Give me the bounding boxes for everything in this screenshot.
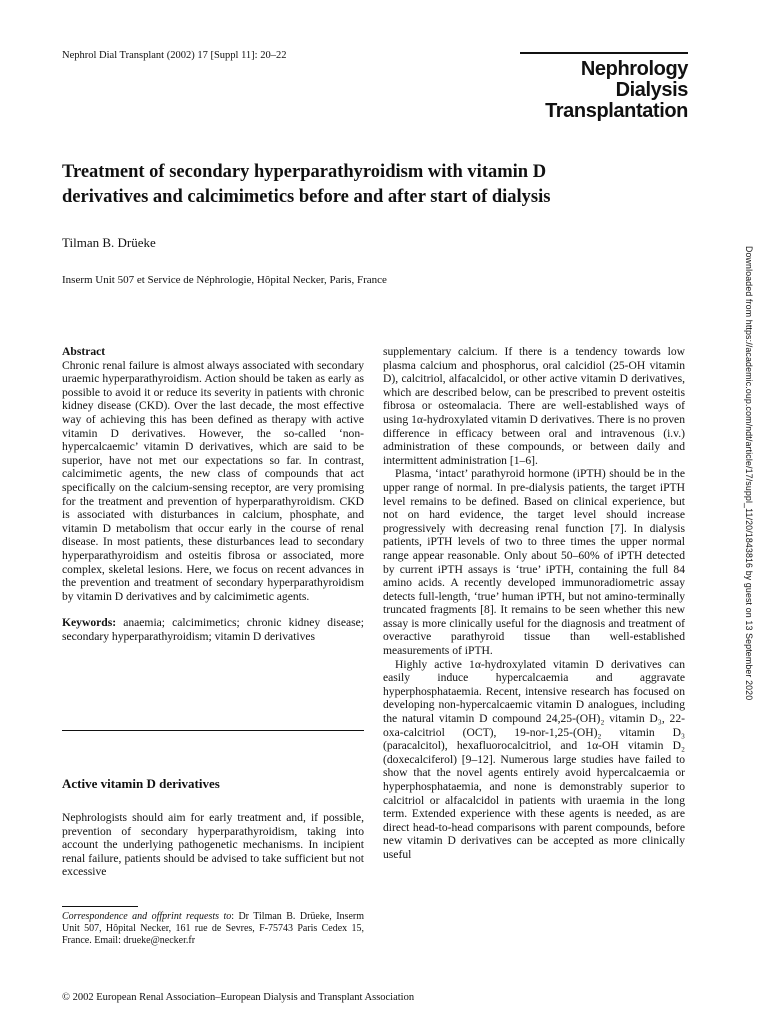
abstract-text: Chronic renal failure is almost always associated with secondary uraemic hyperparathyroidism. Action should be taken as early as possible to avoid it or reduce its severity in patients with chronic kidney disease (CKD). Over the last decade, the most effective way of achieving this has been defined as therapy with active vitamin D derivatives. However, the so-called ‘non-hypercalcaemic’ vitamin D derivatives, which are said to be superior, have not met our expectations so far. In contrast, calcimimetic agents, the new class of compounds that act specifically on the calcium-sensing receptor, are very promising for the treatment and prevention of hyperparathyroidism. CKD is associated with disturbances in calcium, phosphate, and vitamin D metabolism that occur early in the course of renal disease. In most patients, these disturbances lead to secondary hyperparathyroidism and osteitis fibrosa or associated, more complex, skeletal lesions. Here, we focus on recent advances in the prevention and treatment of secondary hyperparathyroidism by vitamin D derivatives and by calcimimetic agents.	[62, 358, 364, 603]
correspondence-label: Correspondence and offprint requests to	[62, 911, 232, 922]
right-paragraph-2: Plasma, ‘intact’ parathyroid hormone (iPTH) should be in the upper range of normal. In pre-dialysis patients, the target iPTH level remains to be defined. Based on clinical experience, but not on hard evidence, the target level should increase progressively with decreasing renal function [7]. In dialysis patients, iPTH levels of two to three times the upper normal range appear reasonable. Only about 50–60% of iPTH detected by current iPTH assays is ‘true’ iPTH, containing the full 84 amino acids. A recently developed immunoradiometric assay detects full-length, ‘true’ human iPTH, but not amino-terminally truncated fragments [8]. It remains to be seen whether this new assay is more clinically useful for the diagnosis and treatment of overactive parathyroid tissue than well-established measurements of iPTH.	[383, 467, 685, 658]
correspondence-text: : Dr Tilman B. Drüeke, Inserm Unit 507, Hôpital Necker, 161 rue de Sevres, F-75743 Paris Cedex 15, France. Email: drueke@necker.fr	[62, 911, 364, 947]
title-line-1: Treatment of secondary hyperparathyroidism with vitamin D	[62, 162, 547, 182]
right-column	[383, 345, 685, 862]
keywords	[62, 616, 364, 643]
section-paragraph-1: Nephrologists should aim for early treatment and, if possible, prevention of secondary hyperparathyroidism, taking into account the underlying pathogenetic mechanisms. In incipient renal failure, patients should be advised to take sufficient but not excessive	[62, 811, 364, 879]
footnote-divider	[62, 906, 138, 907]
correspondence-note	[62, 911, 364, 948]
section-body	[62, 811, 364, 879]
abstract-block	[62, 345, 364, 643]
right-paragraph-1: supplementary calcium. If there is a tendency towards low plasma calcium and phosphorus, oral calcidiol (25-OH vitamin D), calcitriol, alfacalcidol, or other active vitamin D derivatives, which are described below, can be prescribed to prevent osteitis fibrosa or osteomalacia. There are well-established ways of using 1α-hydroxylated vitamin D derivatives. There is no proven difference in efficacy between oral and intravenous (i.v.) administration of these compounds, or between daily and intermittent administration [1–6].	[383, 345, 685, 467]
journal-logo	[520, 52, 688, 122]
author-name: Tilman B. Drüeke	[62, 235, 156, 250]
download-note: Downloaded from https://academic.oup.com/ndt/article/17/suppl_11/20/1843816 by guest on 13 September 2020	[744, 246, 754, 701]
abstract-heading: Abstract	[62, 345, 106, 358]
title-line-2: derivatives and calcimimetics before and after start of dialysis	[62, 187, 551, 207]
logo-line-2: Dialysis	[615, 79, 688, 101]
logo-line-3: Transplantation	[545, 100, 688, 122]
copyright-notice: © 2002 European Renal Association–European Dialysis and Transplant Association	[62, 992, 415, 1003]
download-sidebar	[744, 246, 754, 1006]
right-paragraph-3: Highly active 1α-hydroxylated vitamin D derivatives can easily induce hypercalcaemia and aggravate hyperphosphataemia. Recent, intensive research has focused on developing non-hypercalcaemic vitamin D analogues, including the natural vitamin D compound 24,25-(OH)₂ vitamin D₃, 22-oxa-calcitriol (OCT), 19-nor-1,25-(OH)₂ vitamin D₃ (paracalcitol), hexafluorocalcitriol, and 1α-OH vitamin D₂ (doxecalciferol) [9–12]. Numerous large studies have failed to show that the novel agents entirely avoid hypercalcaemia or hyperphosphataemia, and none is demonstrably superior to calcitriol or alfacalcidol in patients with uraemia in the long term. Extended experience with these agents is needed, as are direct head-to-head comparisons with parent compounds, before new vitamin D derivatives can be accepted as more clinically useful	[383, 657, 685, 861]
keywords-label: Keywords:	[62, 616, 117, 630]
keywords-text: anaemia; calcimimetics; chronic kidney disease; secondary hyperparathyroidism; vitamin D derivatives	[62, 616, 364, 643]
abstract-divider	[62, 730, 364, 731]
article-title	[62, 160, 702, 210]
section-heading: Active vitamin D derivatives	[62, 776, 220, 791]
author-affiliation: Inserm Unit 507 et Service de Néphrologie, Hôpital Necker, Paris, France	[62, 274, 387, 286]
logo-line-1: Nephrology	[580, 58, 688, 80]
journal-citation: Nephrol Dial Transplant (2002) 17 [Suppl 11]: 20–22	[62, 50, 287, 61]
